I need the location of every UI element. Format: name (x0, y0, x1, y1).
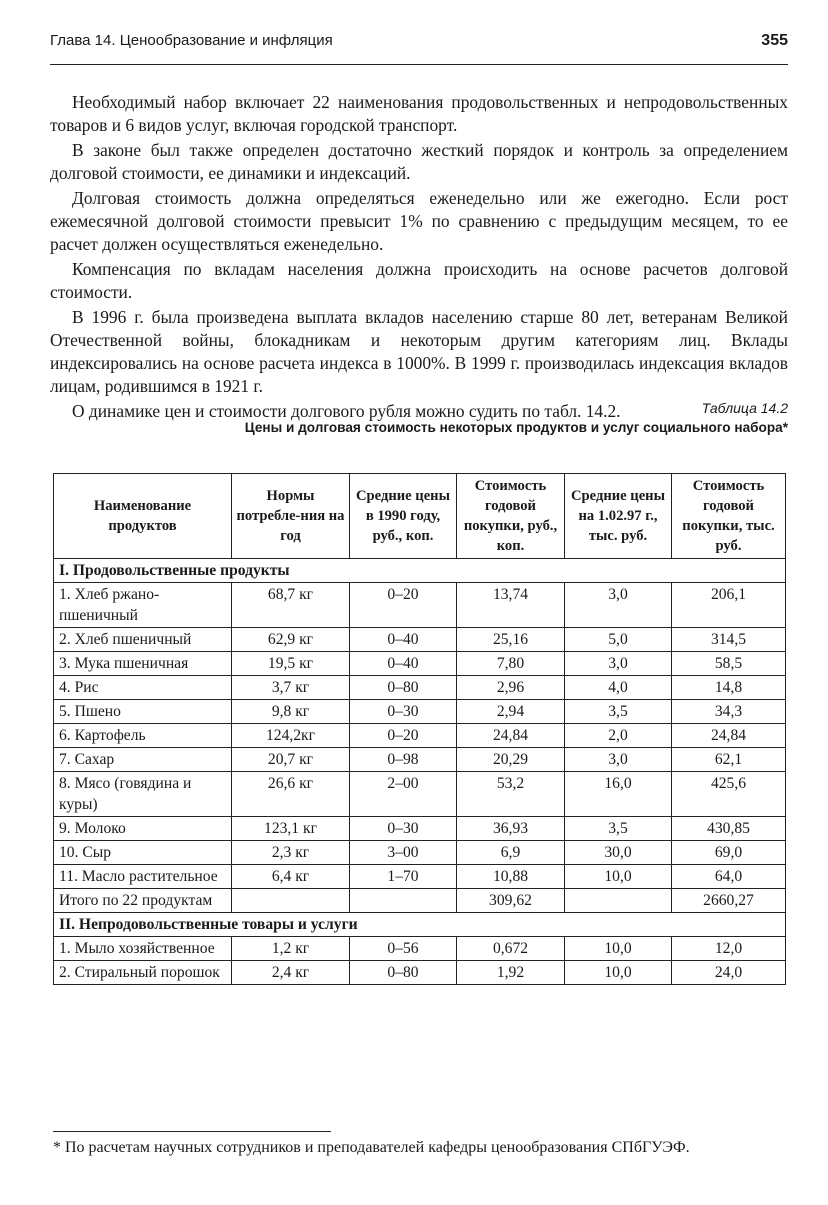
value-cell (350, 889, 457, 913)
column-header: Нормы потребле-ния на год (232, 474, 350, 559)
table-row (54, 961, 786, 985)
table-row (54, 724, 786, 748)
page-number: 355 (761, 32, 788, 49)
product-name-cell: 6. Картофель (54, 724, 232, 748)
table-header-row (54, 474, 786, 559)
value-cell: 24,0 (672, 961, 786, 985)
value-cell: 3,5 (565, 700, 672, 724)
value-cell: 16,0 (565, 772, 672, 817)
value-cell: 9,8 кг (232, 700, 350, 724)
value-cell: 62,9 кг (232, 628, 350, 652)
value-cell: 3,0 (565, 583, 672, 628)
value-cell: 58,5 (672, 652, 786, 676)
body-text (50, 91, 788, 425)
value-cell: 12,0 (672, 937, 786, 961)
value-cell (565, 889, 672, 913)
page-header (50, 32, 788, 65)
value-cell: 24,84 (672, 724, 786, 748)
footnote: * По расчетам научных сотрудников и преподавателей кафедры ценообразования СПбГУЭФ. (53, 1139, 690, 1156)
value-cell: 0–30 (350, 700, 457, 724)
value-cell: 13,74 (457, 583, 565, 628)
value-cell (232, 889, 350, 913)
value-cell: 6,4 кг (232, 865, 350, 889)
value-cell: 62,1 (672, 748, 786, 772)
value-cell: 25,16 (457, 628, 565, 652)
value-cell: 0–20 (350, 724, 457, 748)
table-row (54, 772, 786, 817)
value-cell: 0–98 (350, 748, 457, 772)
value-cell: 2,3 кг (232, 841, 350, 865)
product-name-cell: 1. Мыло хозяйственное (54, 937, 232, 961)
product-name-cell: 2. Хлеб пшеничный (54, 628, 232, 652)
paragraph: В 1996 г. была произведена выплата вкладов населению старше 80 лет, ветеранам Великой Отечественной войны, блокадникам и некоторым другим категориям лиц. Вклады индексировались на основе расчета индекса в 1000%. В 1999 г. производилась индексация вкладов лицам, родившимся в 1921 г. (50, 307, 788, 396)
paragraph: Необходимый набор включает 22 наименования продовольственных и непродовольственных товаров и 6 видов услуг, включая городской транспорт. (50, 92, 788, 135)
value-cell: 0–80 (350, 676, 457, 700)
table-row (54, 841, 786, 865)
table-row (54, 700, 786, 724)
table-title: Цены и долговая стоимость некоторых продуктов и услуг социального набора* (244, 420, 788, 435)
value-cell: 68,7 кг (232, 583, 350, 628)
paragraph: В законе был также определен достаточно жесткий порядок и контроль за определением долговой стоимости, ее динамики и индексаций. (50, 140, 788, 183)
chapter-title: Глава 14. Ценообразование и инфляция (50, 32, 333, 49)
value-cell: 123,1 кг (232, 817, 350, 841)
value-cell: 1,2 кг (232, 937, 350, 961)
value-cell: 0–30 (350, 817, 457, 841)
value-cell: 4,0 (565, 676, 672, 700)
value-cell: 124,2кг (232, 724, 350, 748)
value-cell: 0–40 (350, 652, 457, 676)
table-row (54, 583, 786, 628)
value-cell: 0–80 (350, 961, 457, 985)
table-row (54, 817, 786, 841)
value-cell: 10,0 (565, 937, 672, 961)
value-cell: 7,80 (457, 652, 565, 676)
product-name-cell: 10. Сыр (54, 841, 232, 865)
product-name-cell: 5. Пшено (54, 700, 232, 724)
value-cell: 5,0 (565, 628, 672, 652)
table-row (54, 889, 786, 913)
column-header: Стоимость годовой покупки, тыс. руб. (672, 474, 786, 559)
value-cell: 36,93 (457, 817, 565, 841)
value-cell: 6,9 (457, 841, 565, 865)
value-cell: 19,5 кг (232, 652, 350, 676)
value-cell: 3,0 (565, 748, 672, 772)
value-cell: 3,5 (565, 817, 672, 841)
product-name-cell: 8. Мясо (говядина и куры) (54, 772, 232, 817)
value-cell: 26,6 кг (232, 772, 350, 817)
value-cell: 1,92 (457, 961, 565, 985)
section-row (54, 913, 786, 937)
table-row (54, 652, 786, 676)
section-label: I. Продовольственные продукты (54, 559, 786, 583)
value-cell: 309,62 (457, 889, 565, 913)
value-cell: 10,88 (457, 865, 565, 889)
product-name-cell: 9. Молоко (54, 817, 232, 841)
value-cell: 30,0 (565, 841, 672, 865)
value-cell: 34,3 (672, 700, 786, 724)
value-cell: 69,0 (672, 841, 786, 865)
value-cell: 0–20 (350, 583, 457, 628)
value-cell: 20,7 кг (232, 748, 350, 772)
value-cell: 0,672 (457, 937, 565, 961)
value-cell: 1–70 (350, 865, 457, 889)
product-name-cell: 7. Сахар (54, 748, 232, 772)
value-cell: 10,0 (565, 865, 672, 889)
column-header: Стоимость годовой покупки, руб., коп. (457, 474, 565, 559)
product-name-cell: 4. Рис (54, 676, 232, 700)
value-cell: 3,7 кг (232, 676, 350, 700)
product-name-cell: 1. Хлеб ржано-пшеничный (54, 583, 232, 628)
table-row (54, 676, 786, 700)
table-row (54, 937, 786, 961)
value-cell: 2,96 (457, 676, 565, 700)
value-cell: 3–00 (350, 841, 457, 865)
value-cell: 2–00 (350, 772, 457, 817)
table-row (54, 628, 786, 652)
column-header: Средние цены на 1.02.97 г., тыс. руб. (565, 474, 672, 559)
paragraph: Компенсация по вкладам населения должна происходить на основе расчетов долговой стоимости. (50, 259, 788, 302)
product-name-cell: Итого по 22 продуктам (54, 889, 232, 913)
value-cell: 53,2 (457, 772, 565, 817)
value-cell: 20,29 (457, 748, 565, 772)
value-cell: 10,0 (565, 961, 672, 985)
column-header: Наименование продуктов (54, 474, 232, 559)
value-cell: 2,0 (565, 724, 672, 748)
value-cell: 64,0 (672, 865, 786, 889)
value-cell: 425,6 (672, 772, 786, 817)
table-number: Таблица 14.2 (701, 400, 788, 416)
value-cell: 0–40 (350, 628, 457, 652)
paragraph: Долговая стоимость должна определяться еженедельно или же ежегодно. Если рост ежемесячной долговой стоимости превысит 1% по сравнению с предыдущим месяцем, то ее расчет должен осуществляться еженедельно. (50, 188, 788, 254)
product-name-cell: 3. Мука пшеничная (54, 652, 232, 676)
footnote-rule (53, 1131, 331, 1132)
table-row (54, 865, 786, 889)
value-cell: 206,1 (672, 583, 786, 628)
section-label: II. Непродовольственные товары и услуги (54, 913, 786, 937)
price-table (53, 473, 786, 985)
product-name-cell: 2. Стиральный порошок (54, 961, 232, 985)
product-name-cell: 11. Масло растительное (54, 865, 232, 889)
table-row (54, 748, 786, 772)
value-cell: 314,5 (672, 628, 786, 652)
value-cell: 14,8 (672, 676, 786, 700)
value-cell: 2,4 кг (232, 961, 350, 985)
value-cell: 24,84 (457, 724, 565, 748)
value-cell: 3,0 (565, 652, 672, 676)
section-row (54, 559, 786, 583)
value-cell: 2660,27 (672, 889, 786, 913)
value-cell: 0–56 (350, 937, 457, 961)
value-cell: 2,94 (457, 700, 565, 724)
column-header: Средние цены в 1990 году, руб., коп. (350, 474, 457, 559)
paragraph: О динамике цен и стоимости долгового рубля можно судить по табл. 14.2. (72, 401, 621, 421)
value-cell: 430,85 (672, 817, 786, 841)
